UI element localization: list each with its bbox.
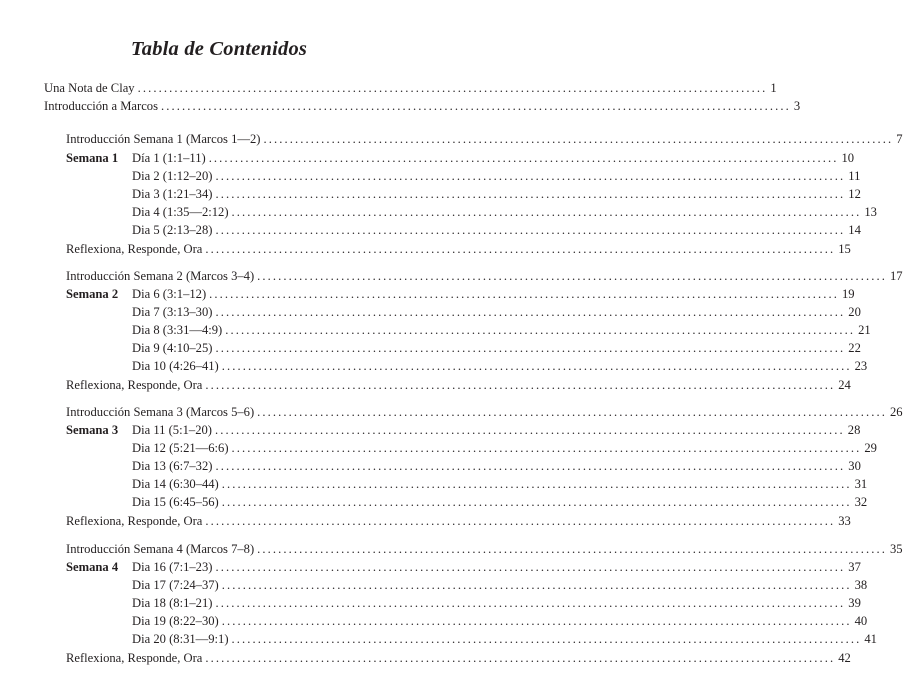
toc-entry-label: Reflexiona, Responde, Ora bbox=[66, 514, 203, 528]
toc-entry-label: Dia 9 (4:10–25) bbox=[132, 341, 213, 355]
toc-entry-page: 41 bbox=[864, 632, 877, 646]
dot-leader: ........................................................................................................................ bbox=[205, 514, 836, 528]
dot-leader: ........................................................................................................................ bbox=[221, 614, 852, 628]
toc-entry-label: Día 1 (1:1–11) bbox=[132, 151, 206, 165]
toc-entry-label: Reflexiona, Responde, Ora bbox=[66, 242, 203, 256]
toc-entry-label: Dia 14 (6:30–44) bbox=[132, 477, 219, 491]
toc-entry-day[interactable] bbox=[132, 421, 861, 440]
dot-leader: ........................................................................................................................ bbox=[221, 359, 852, 373]
toc-entry-label: Dia 19 (8:22–30) bbox=[132, 614, 219, 628]
toc-entry-page: 29 bbox=[864, 441, 877, 455]
dot-leader: ........................................................................................................................ bbox=[215, 596, 846, 610]
toc-entry-day[interactable] bbox=[132, 303, 861, 322]
toc-entry-page: 24 bbox=[838, 378, 851, 392]
toc-entry-label: Dia 13 (6:7–32) bbox=[132, 459, 213, 473]
toc-entry-page: 20 bbox=[848, 305, 861, 319]
toc-entry-page: 13 bbox=[864, 205, 877, 219]
dot-leader: ........................................................................................................................ bbox=[214, 423, 845, 437]
toc-entry-label: Dia 10 (4:26–41) bbox=[132, 359, 219, 373]
toc-entry-label: Dia 8 (3:31—4:9) bbox=[132, 323, 223, 337]
toc-entry-page: 1 bbox=[770, 81, 777, 95]
dot-leader: ........................................................................................................................ bbox=[221, 477, 852, 491]
toc-entry-day[interactable] bbox=[132, 576, 868, 595]
toc-entry-page: 32 bbox=[854, 495, 868, 509]
dot-leader: ........................................................................................................................ bbox=[137, 81, 768, 95]
toc-entry-intro-marcos[interactable] bbox=[44, 97, 801, 116]
toc-entry-page: 22 bbox=[848, 341, 861, 355]
toc-entry-page: 14 bbox=[848, 223, 861, 237]
toc-entry-page: 31 bbox=[854, 477, 868, 491]
toc-entry-label: Dia 17 (7:24–37) bbox=[132, 578, 219, 592]
toc-entry-page: 33 bbox=[838, 514, 851, 528]
toc-entry-page: 10 bbox=[841, 151, 855, 165]
toc-entry-label: Dia 20 (8:31—9:1) bbox=[132, 632, 229, 646]
toc-entry-day[interactable] bbox=[132, 475, 868, 494]
dot-leader: ........................................................................................................................ bbox=[215, 560, 846, 574]
toc-entry-page: 42 bbox=[838, 651, 851, 665]
toc-entry-label: Dia 12 (5:21—6:6) bbox=[132, 441, 229, 455]
toc-entry-day[interactable] bbox=[132, 594, 861, 613]
toc-entry-day[interactable] bbox=[132, 357, 868, 376]
toc-entry-week-intro[interactable] bbox=[66, 403, 903, 422]
toc-entry-label: Introducción Semana 3 (Marcos 5–6) bbox=[66, 405, 255, 419]
dot-leader: ........................................................................................................................ bbox=[257, 405, 887, 419]
toc-entry-label: Introducción a Marcos bbox=[44, 99, 159, 113]
toc-entry-label: Dia 18 (8:1–21) bbox=[132, 596, 213, 610]
toc-entry-day[interactable] bbox=[132, 203, 877, 222]
toc-entry-label: Introducción Semana 1 (Marcos 1—2) bbox=[66, 132, 261, 146]
dot-leader: ........................................................................................................................ bbox=[205, 378, 836, 392]
toc-entry-page: 28 bbox=[847, 423, 861, 437]
dot-leader: ........................................................................................................................ bbox=[215, 341, 846, 355]
dot-leader: ........................................................................................................................ bbox=[231, 632, 862, 646]
week-label: Semana 3 bbox=[66, 423, 119, 437]
toc-entry-page: 7 bbox=[896, 132, 903, 146]
toc-entry-day[interactable] bbox=[132, 558, 861, 577]
dot-leader: ........................................................................................................................ bbox=[263, 132, 894, 146]
toc-entry-day[interactable] bbox=[132, 321, 871, 340]
dot-leader: ........................................................................................................................ bbox=[221, 578, 852, 592]
dot-leader: ........................................................................................................................ bbox=[257, 269, 887, 283]
toc-entry-page: 37 bbox=[848, 560, 861, 574]
toc-entry-day[interactable] bbox=[132, 285, 855, 304]
toc-entry-page: 40 bbox=[854, 614, 868, 628]
toc-entry-week-intro[interactable] bbox=[66, 267, 903, 286]
dot-leader: ........................................................................................................................ bbox=[205, 651, 836, 665]
dot-leader: ........................................................................................................................ bbox=[221, 495, 852, 509]
dot-leader: ........................................................................................................................ bbox=[209, 287, 839, 301]
toc-entry-label: Dia 15 (6:45–56) bbox=[132, 495, 219, 509]
week-label: Semana 2 bbox=[66, 287, 119, 301]
toc-entry-label: Introducción Semana 4 (Marcos 7–8) bbox=[66, 542, 255, 556]
toc-entry-page: 21 bbox=[858, 323, 871, 337]
dot-leader: ........................................................................................................................ bbox=[205, 242, 836, 256]
toc-entry-page: 35 bbox=[889, 542, 903, 556]
toc-entry-clay-note[interactable] bbox=[44, 79, 777, 98]
toc-entry-label: Reflexiona, Responde, Ora bbox=[66, 651, 203, 665]
toc-entry-label: Dia 4 (1:35—2:12) bbox=[132, 205, 229, 219]
toc-entry-page: 12 bbox=[848, 187, 861, 201]
toc-entry-day[interactable] bbox=[132, 185, 861, 204]
toc-entry-reflect[interactable] bbox=[66, 649, 851, 668]
toc-entry-label: Dia 16 (7:1–23) bbox=[132, 560, 213, 574]
toc-entry-page: 19 bbox=[841, 287, 855, 301]
dot-leader: ........................................................................................................................ bbox=[215, 305, 846, 319]
toc-entry-page: 38 bbox=[854, 578, 868, 592]
toc-entry-week-intro[interactable] bbox=[66, 130, 903, 149]
toc-entry-label: Dia 6 (3:1–12) bbox=[132, 287, 207, 301]
dot-leader: ........................................................................................................................ bbox=[161, 99, 791, 113]
toc-entry-day[interactable] bbox=[132, 612, 868, 631]
toc-entry-page: 3 bbox=[793, 99, 801, 113]
toc-entry-page: 26 bbox=[889, 405, 903, 419]
toc-entry-label: Dia 2 (1:12–20) bbox=[132, 169, 213, 183]
toc-entry-day[interactable] bbox=[132, 339, 861, 358]
toc-entry-day[interactable] bbox=[132, 221, 861, 240]
dot-leader: ........................................................................................................................ bbox=[257, 542, 887, 556]
dot-leader: ........................................................................................................................ bbox=[215, 459, 846, 473]
toc-entry-page: 15 bbox=[838, 242, 851, 256]
toc-entry-page: 23 bbox=[854, 359, 868, 373]
toc-entry-day[interactable] bbox=[132, 149, 855, 168]
dot-leader: ........................................................................................................................ bbox=[215, 187, 846, 201]
toc-entry-reflect[interactable] bbox=[66, 240, 851, 259]
toc-entry-day[interactable] bbox=[132, 439, 877, 458]
dot-leader: ........................................................................................................................ bbox=[231, 205, 862, 219]
toc-entry-label: Dia 11 (5:1–20) bbox=[132, 423, 212, 437]
week-label: Semana 4 bbox=[66, 560, 119, 574]
dot-leader: ........................................................................................................................ bbox=[225, 323, 856, 337]
toc-entry-page: 17 bbox=[889, 269, 903, 283]
toc-entry-day[interactable] bbox=[132, 630, 877, 649]
toc-entry-day[interactable] bbox=[132, 167, 861, 186]
toc-entry-label: Dia 3 (1:21–34) bbox=[132, 187, 213, 201]
week-label: Semana 1 bbox=[66, 151, 119, 165]
dot-leader: ........................................................................................................................ bbox=[231, 441, 862, 455]
toc-entry-label: Dia 7 (3:13–30) bbox=[132, 305, 213, 319]
toc-entry-reflect[interactable] bbox=[66, 512, 851, 531]
dot-leader: ........................................................................................................................ bbox=[215, 169, 846, 183]
toc-entry-label: Reflexiona, Responde, Ora bbox=[66, 378, 203, 392]
page-title: Tabla de Contenidos bbox=[130, 38, 308, 60]
toc-entry-day[interactable] bbox=[132, 493, 868, 512]
toc-entry-page: 39 bbox=[848, 596, 861, 610]
dot-leader: ........................................................................................................................ bbox=[208, 151, 839, 165]
dot-leader: ........................................................................................................................ bbox=[215, 223, 846, 237]
toc-entry-label: Dia 5 (2:13–28) bbox=[132, 223, 213, 237]
toc-entry-page: 30 bbox=[848, 459, 861, 473]
toc-entry-reflect[interactable] bbox=[66, 376, 851, 395]
toc-entry-label: Introducción Semana 2 (Marcos 3–4) bbox=[66, 269, 255, 283]
toc-entry-day[interactable] bbox=[132, 457, 861, 476]
toc-entry-week-intro[interactable] bbox=[66, 540, 903, 559]
toc-entry-page: 11 bbox=[848, 169, 861, 183]
toc-entry-label: Una Nota de Clay bbox=[44, 81, 135, 95]
